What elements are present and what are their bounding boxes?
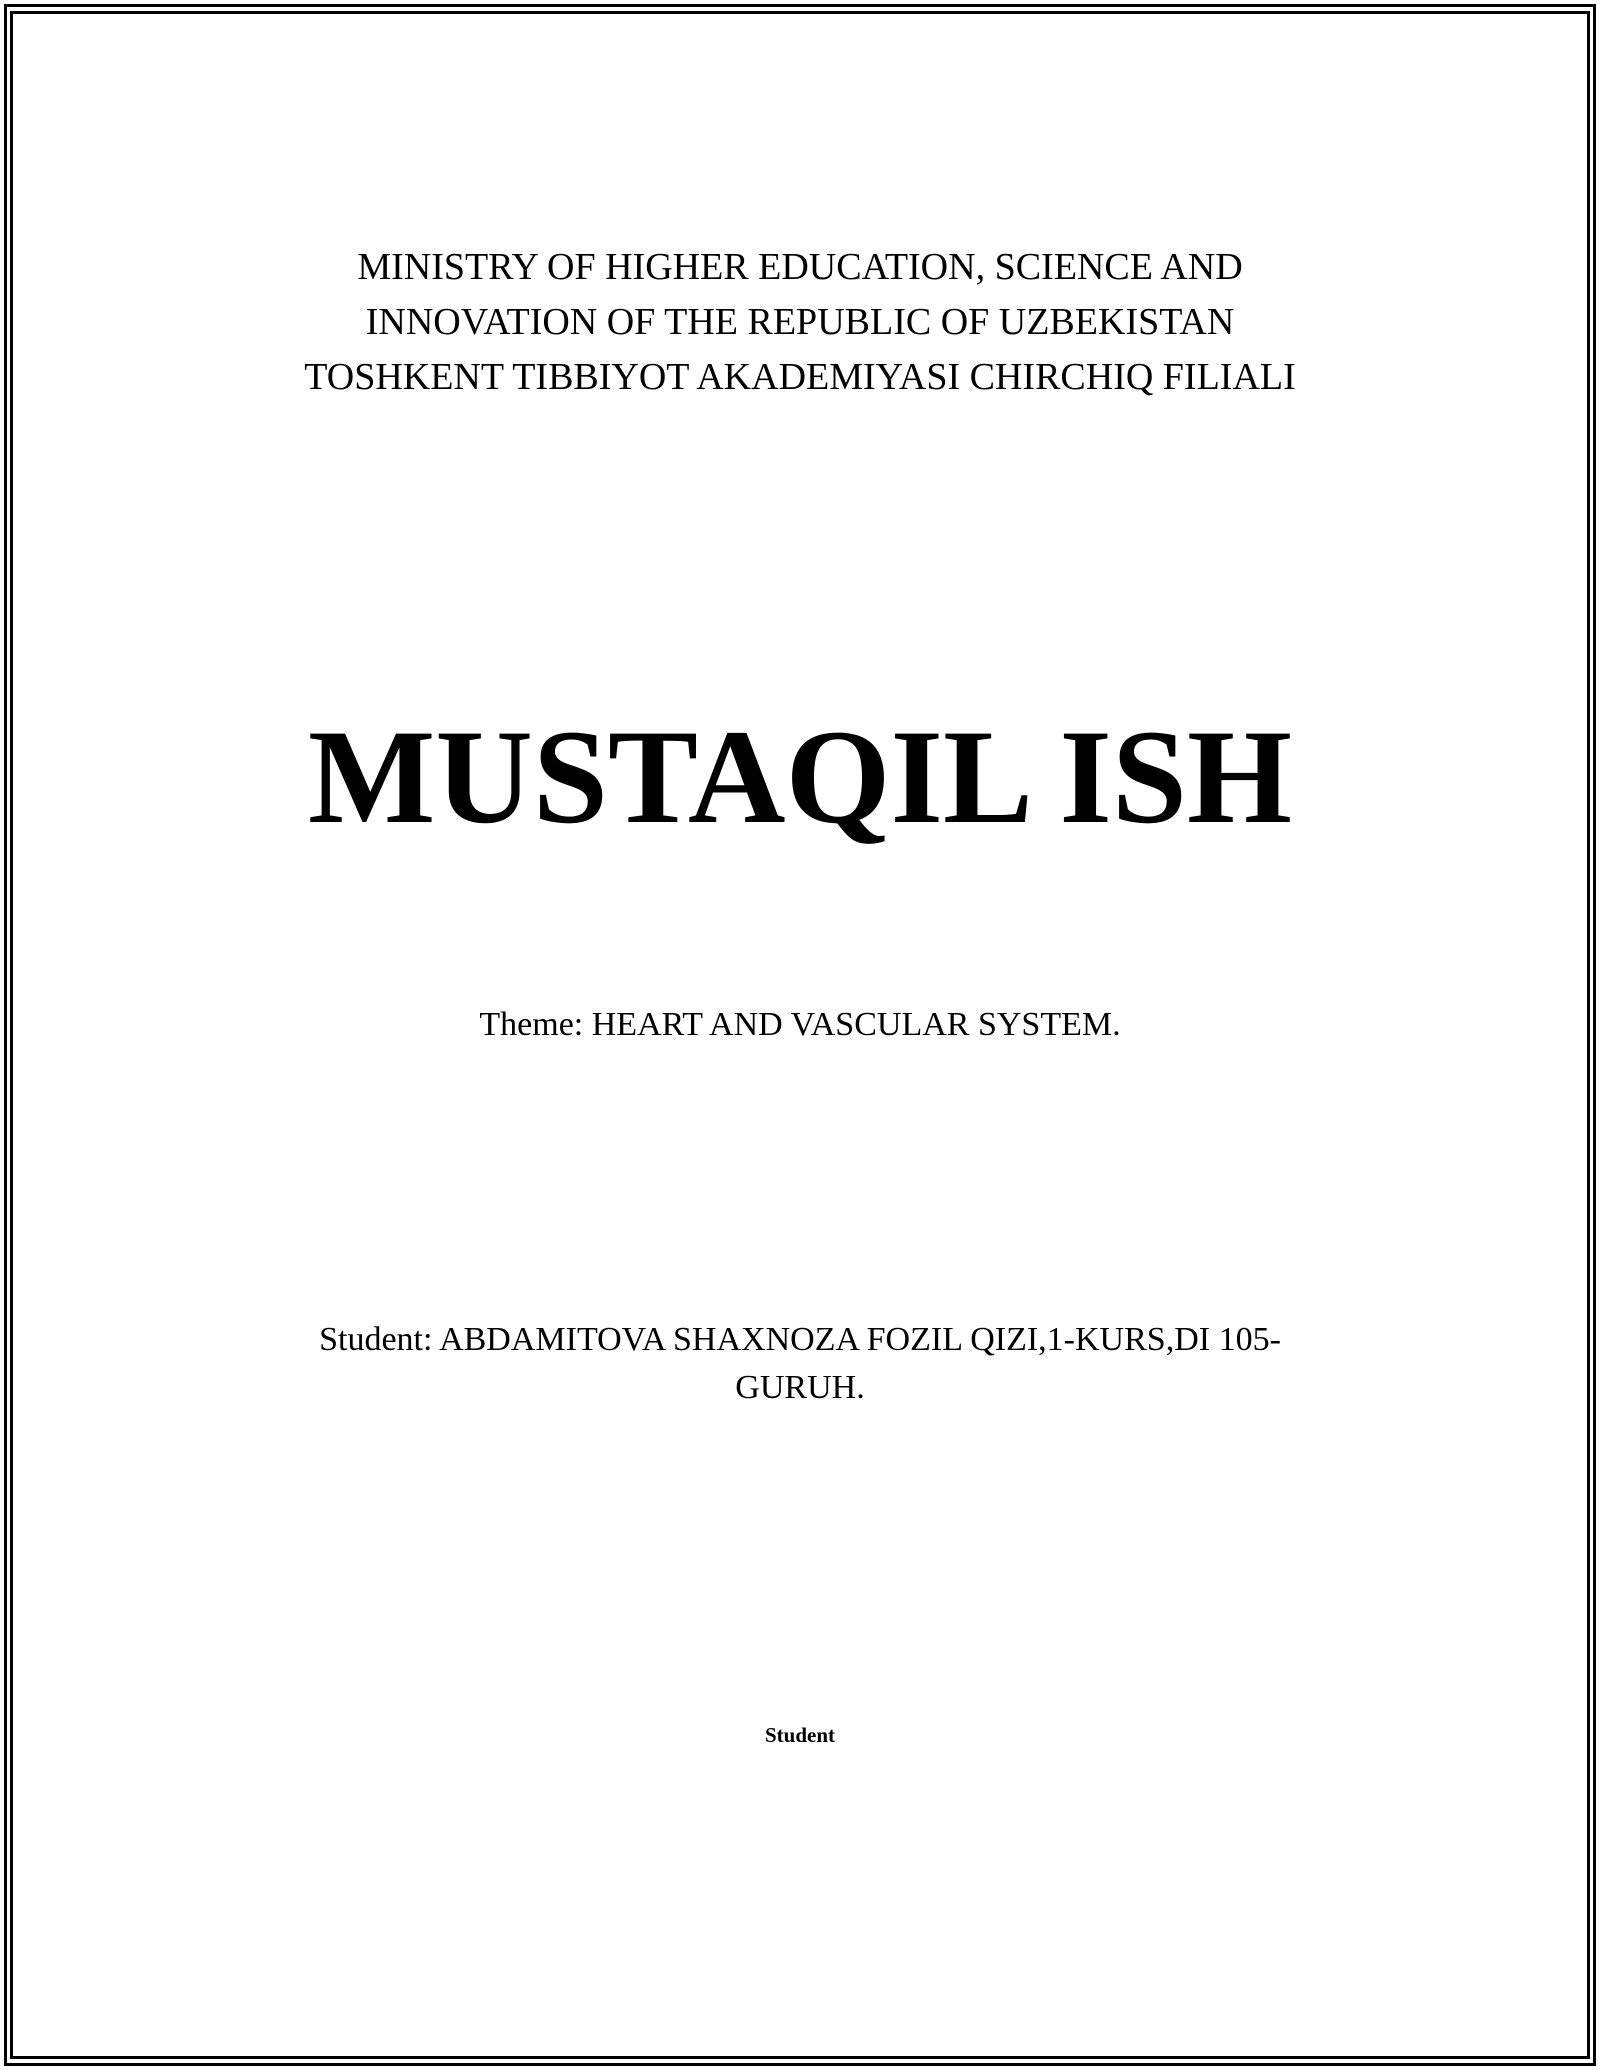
header-line-ministry: MINISTRY OF HIGHER EDUCATION, SCIENCE AND xyxy=(357,246,1243,288)
footer-student-label: Student xyxy=(764,1723,836,1747)
institution-header xyxy=(0,240,1600,405)
student-info xyxy=(0,1316,1600,1412)
header-line-academy: TOSHKENT TIBBIYOT AKADEMIYASI CHIRCHIQ FILIALI xyxy=(304,356,1296,398)
theme-line: Theme: HEART AND VASCULAR SYSTEM. xyxy=(479,1006,1121,1043)
student-info-line-1: Student: ABDAMITOVA SHAXNOZA FOZIL QIZI,1-KURS,DI 105- xyxy=(319,1321,1281,1358)
student-info-line-2: GURUH. xyxy=(735,1369,865,1406)
header-line-republic: INNOVATION OF THE REPUBLIC OF UZBEKISTAN xyxy=(365,301,1235,343)
document-title: MUSTAQIL ISH xyxy=(307,703,1293,852)
